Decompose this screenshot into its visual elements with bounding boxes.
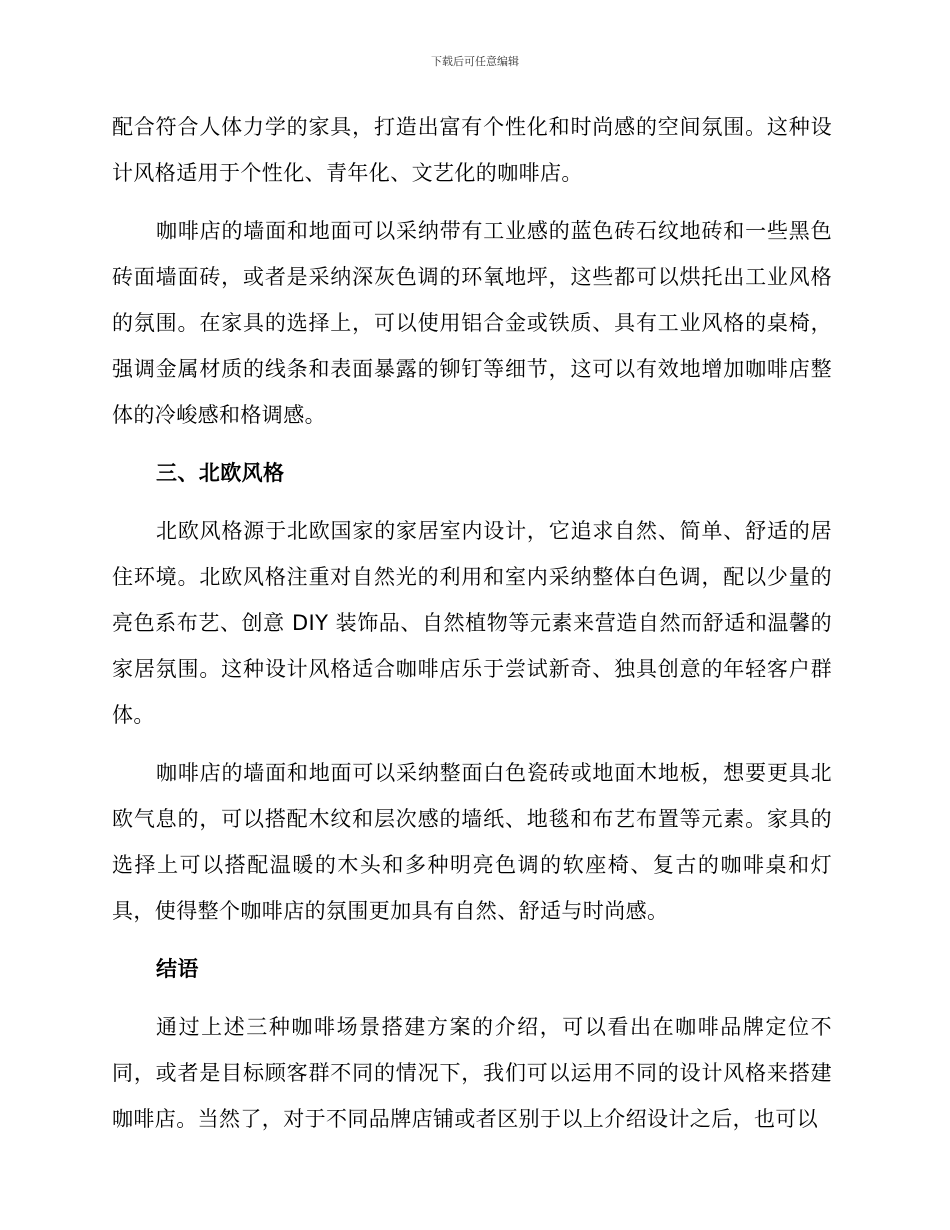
paragraph-continuation: 配合符合人体力学的家具，打造出富有个性化和时尚感的空间氛围。这种设计风格适用于个性化、青年化、文艺化的咖啡店。 [112,115,832,185]
paragraph-conclusion: 通过上述三种咖啡场景搭建方案的介绍，可以看出在咖啡品牌定位不同，或者是目标顾客群不同的情况下，我们可以运用不同的设计风格来搭建咖啡店。当然了，对于不同品牌店铺或者区别于以上介绍设计之后，也可以 [112,1015,832,1131]
page-header: 下载后可任意编辑 [431,55,519,68]
paragraph-nordic-intro: 北欧风格源于北欧国家的家居室内设计，它追求自然、简单、舒适的居住环境。北欧风格注重对自然光的利用和室内采纳整体白色调，配以少量的亮色系布艺、创意 DIY 装饰品、自然植物等元素来营造自然而舒适和温馨的家居氛围。这种设计风格适合咖啡店乐于尝试新奇、独具创意的年轻客户群体。 [112,519,832,727]
section-heading-nordic-style: 三、北欧风格 [156,461,285,485]
section-heading-conclusion: 结语 [156,957,199,981]
paragraph-industrial-materials: 咖啡店的墙面和地面可以采纳带有工业感的蓝色砖石纹地砖和一些黑色砖面墙面砖，或者是采纳深灰色调的环氧地坪，这些都可以烘托出工业风格的氛围。在家具的选择上，可以使用铝合金或铁质、具有工业风格的桌椅，强调金属材质的线条和表面暴露的铆钉等细节，这可以有效地增加咖啡店整体的冷峻感和格调感。 [112,219,832,427]
document-body [112,104,832,1154]
paragraph-nordic-materials: 咖啡店的墙面和地面可以采纳整面白色瓷砖或地面木地板，想要更具北欧气息的，可以搭配木纹和层次感的墙纸、地毯和布艺布置等元素。家具的选择上可以搭配温暖的木头和多种明亮色调的软座椅、复古的咖啡桌和灯具，使得整个咖啡店的氛围更加具有自然、舒适与时尚感。 [112,761,832,923]
